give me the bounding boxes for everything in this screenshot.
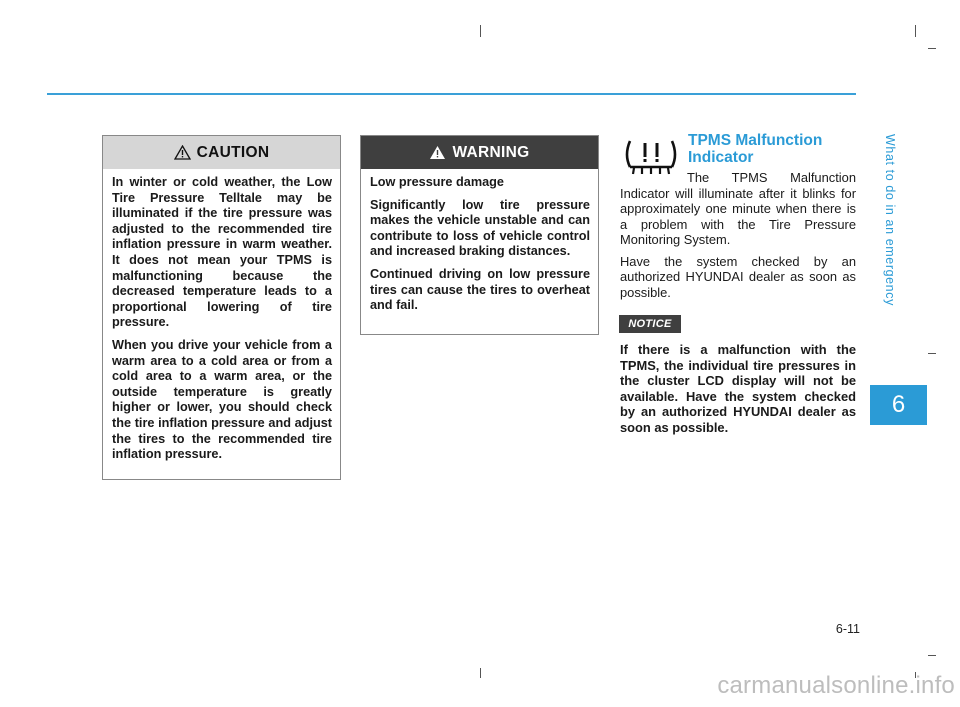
body-paragraph: The TPMS Malfunction Indicator will illuminate after it blinks for approximately one minute when there is a problem with the Tire Pressure Monitoring System. [620,170,856,247]
warning-box [360,135,599,335]
caution-paragraph: In winter or cold weather, the Low Tire Pressure Telltale may be illuminated if the tire pressure was adjusted to the recommended tire inflation pressure in warm weather. It does not mean your TPMS is malfunctioning because the decreased temperature leads to a proportional lowering of tire pressure. [112,175,332,330]
chapter-number: 6 [891,391,906,418]
trim-mark [928,655,936,656]
warning-triangle-outline-icon [174,145,191,160]
trim-mark [928,353,936,354]
notice-badge: NOTICE [619,315,681,333]
warning-triangle-filled-icon [429,145,446,160]
trim-mark [480,25,481,37]
chapter-side-title: What to do in an emergency [883,134,897,306]
tpms-section-body [620,170,856,306]
warning-paragraph: Continued driving on low pressure tires can cause the tires to overheat and fail. [370,266,590,313]
chapter-tab [870,385,927,425]
caution-box [102,135,341,480]
caution-header [103,136,340,169]
notice-paragraph: If there is a malfunction with the TPMS, the individual tire pressures in the cluster LCD display will not be available. Have the system checked by an authorized HYUNDAI dealer as soon as possible. [620,342,856,435]
header-rule [47,93,856,95]
trim-mark [928,48,936,49]
caution-body [103,169,340,463]
caution-paragraph: When you drive your vehicle from a warm area to a cold area or from a cold area to a warm area, or the outside temperature is greatly higher or lower, you should check the tire inflation pressure and adjust the tires to the recommended tire inflation pressure. [112,337,332,462]
body-paragraph: Have the system checked by an authorized HYUNDAI dealer as soon as possible. [620,253,856,300]
watermark: carmanualsonline.info [717,672,955,699]
section-title: TPMS Malfunction Indicator [688,132,823,166]
caution-label: CAUTION [196,143,270,161]
warning-body [361,169,598,314]
warning-header [361,136,598,169]
warning-subtitle: Low pressure damage [370,175,504,189]
warning-paragraph: Significantly low tire pressure makes the vehicle unstable and can contribute to loss of vehicle control and increased braking distances. [370,197,590,259]
page-number: 6-11 [835,622,860,636]
trim-mark [915,25,916,37]
warning-label: WARNING [452,143,530,161]
notice-body [620,342,856,435]
